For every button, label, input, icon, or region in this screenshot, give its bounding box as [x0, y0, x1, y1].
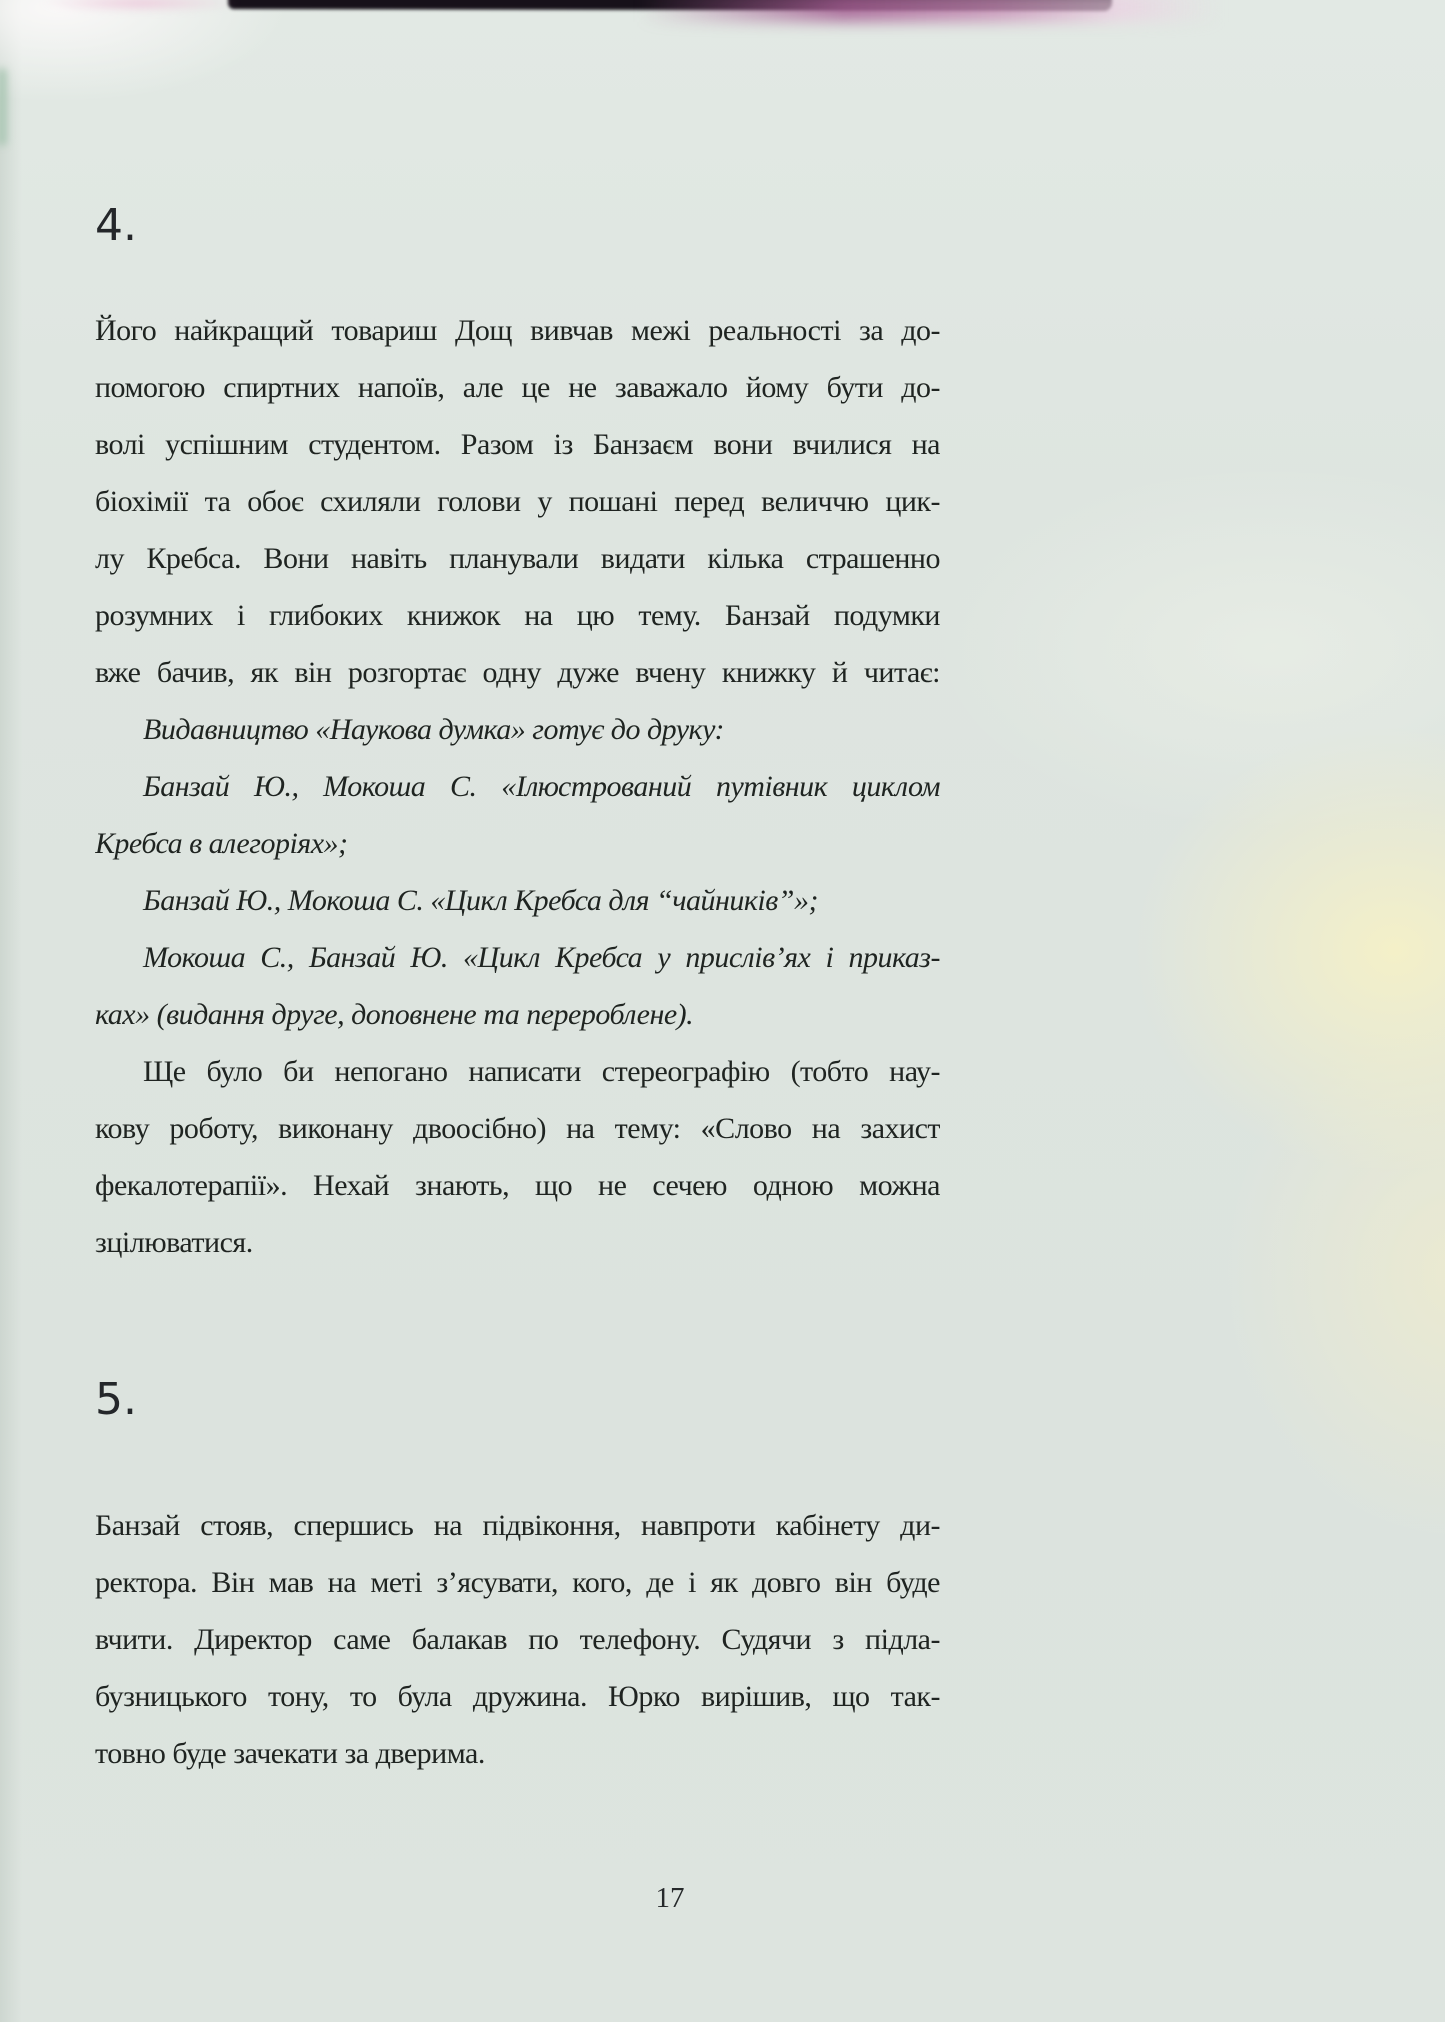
section-5-heading: 5. [95, 1374, 137, 1425]
text-line: ках» (видання друге, доповнене та перероблене). [95, 998, 694, 1031]
text-line: розумних і глибоких книжок на цю тему. Банзай подумки [95, 599, 940, 632]
text-line: Ще було би непогано написати стереографію (тобто нау- [143, 1055, 940, 1088]
text-line: волі успішним студентом. Разом із Банзаєм вони вчилися на [95, 428, 940, 461]
section-5-text [95, 1497, 940, 1782]
text-line: Видавництво «Наукова думка» готує до друку: [143, 713, 725, 746]
text-line: Банзай Ю., Мокоша С. «Цикл Кребса для “чайників”»; [143, 884, 818, 917]
text-line: Банзай Ю., Мокоша С. «Ілюстрований путівник циклом [143, 770, 940, 803]
text-line: фекалотерапії». Нехай знають, що не сечею одною можна [95, 1169, 940, 1202]
page-number: 17 [655, 1882, 685, 1914]
photo-top-magenta-glare [640, 0, 1220, 22]
text-line: Його найкращий товариш Дощ вивчав межі реальності за до- [95, 314, 940, 347]
section-4-heading: 4. [95, 200, 137, 251]
text-line: біохімії та обоє схиляли голови у пошані перед величчю цик- [95, 485, 940, 518]
text-line: вчити. Директор саме балакав по телефону. Судячи з підла- [95, 1623, 940, 1656]
section-4-text [95, 302, 940, 1271]
text-line: помогою спиртних напоїв, але це не заважало йому бути до- [95, 371, 940, 404]
text-line: ректора. Він мав на меті з’ясувати, кого, де і як довго він буде [95, 1566, 940, 1599]
text-line: товно буде зачекати за дверима. [95, 1737, 485, 1770]
photo-left-edge-glare [0, 68, 7, 146]
text-line: лу Кребса. Вони навіть планували видати кілька страшенно [95, 542, 940, 575]
photo-top-left-pink-glare [40, 0, 240, 12]
text-line: Мокоша С., Банзай Ю. «Цикл Кребса у прислів’ях і приказ- [143, 941, 940, 974]
text-line: зцілюватися. [95, 1226, 253, 1259]
text-line: вже бачив, як він розгортає одну дуже вчену книжку й читає: [95, 656, 940, 689]
text-line: бузницького тону, то була дружина. Юрко вирішив, що так- [95, 1680, 940, 1713]
text-line: Банзай стояв, спершись на підвіконня, навпроти кабінету ди- [95, 1509, 940, 1542]
text-line: кову роботу, виконану двоосібно) на тему: «Слово на захист [95, 1112, 940, 1145]
text-line: Кребса в алегоріях»; [95, 827, 348, 860]
